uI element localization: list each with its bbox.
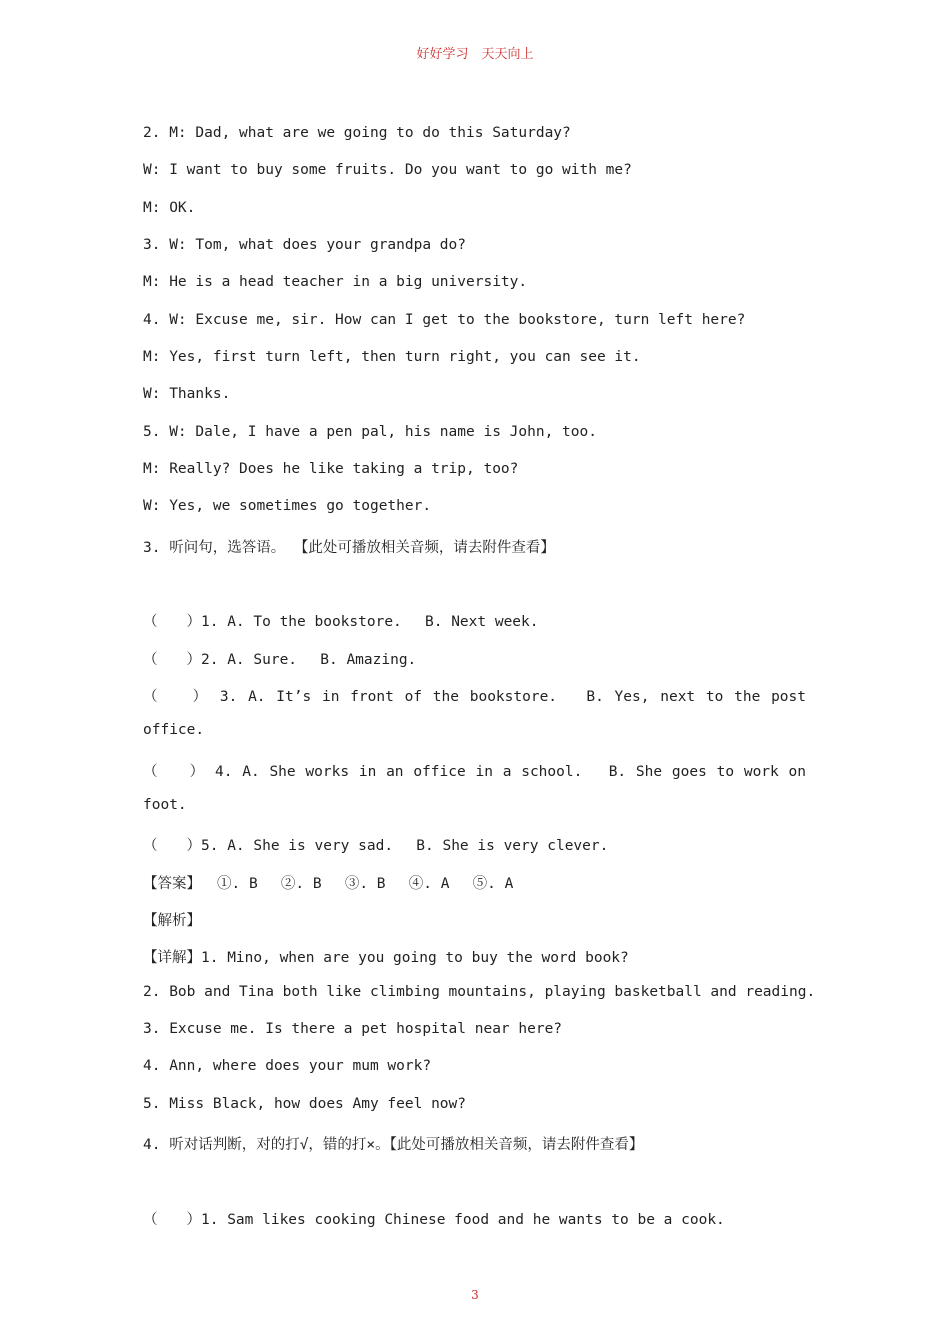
dialogue-line: 3. W: Tom, what does your grandpa do? (143, 237, 467, 253)
detail-line: 【详解】1. Mino, when are you going to buy the word book? (143, 950, 629, 966)
dialogue-line: M: He is a head teacher in a big university. (143, 274, 528, 290)
answer-line: 【答案】 ①. B ②. B ③. B ④. A ⑤. A (143, 876, 514, 892)
detail-line: 5. Miss Black, how does Amy feel now? (143, 1096, 467, 1112)
question-item: （ ）1. A. To the bookstore. B. Next week. (143, 614, 539, 630)
detail-line: 3. Excuse me. Is there a pet hospital near here? (143, 1021, 563, 1037)
dialogue-line: M: OK. (143, 200, 196, 216)
dialogue-line: W: I want to buy some fruits. Do you want to go with me? (143, 162, 632, 178)
question-item-continued: foot. (143, 797, 187, 813)
dialogue-line: W: Yes, we sometimes go together. (143, 498, 432, 514)
question-item: （ ）2. A. Sure. B. Amazing. (143, 652, 417, 668)
section-heading: 4. 听对话判断，对的打√，错的打×。【此处可播放相关音频，请去附件查看】 (143, 1137, 644, 1153)
document-body (143, 0, 816, 1228)
page-header: 好好学习 天天向上 (416, 47, 534, 62)
question-item: （ ）5. A. She is very sad. B. She is very clever. (143, 838, 609, 854)
dialogue-line: 5. W: Dale, I have a pen pal, his name is John, too. (143, 424, 597, 440)
dialogue-line: 2. M: Dad, what are we going to do this Saturday? (143, 125, 571, 141)
question-item-continued: office. (143, 722, 205, 738)
page-number: 3 (471, 1288, 479, 1302)
detail-line: 4. Ann, where does your mum work? (143, 1058, 432, 1074)
question-item: （ ） 3. A. It’s in front of the bookstore. B. Yes, next to the post (143, 689, 806, 705)
analysis-heading: 【解析】 (143, 913, 201, 929)
detail-line: 2. Bob and Tina both like climbing mountains, playing basketball and reading. (143, 984, 816, 1000)
question-item: （ ）1. Sam likes cooking Chinese food and he wants to be a cook. (143, 1212, 725, 1228)
question-item: （ ） 4. A. She works in an office in a school. B. She goes to work on (143, 764, 806, 780)
dialogue-line: 4. W: Excuse me, sir. How can I get to the bookstore, turn left here? (143, 312, 746, 328)
section-heading: 3. 听问句，选答语。 【此处可播放相关音频，请去附件查看】 (143, 540, 555, 556)
dialogue-line: M: Yes, first turn left, then turn right, you can see it. (143, 349, 641, 365)
dialogue-line: W: Thanks. (143, 386, 231, 402)
dialogue-line: M: Really? Does he like taking a trip, too? (143, 461, 519, 477)
